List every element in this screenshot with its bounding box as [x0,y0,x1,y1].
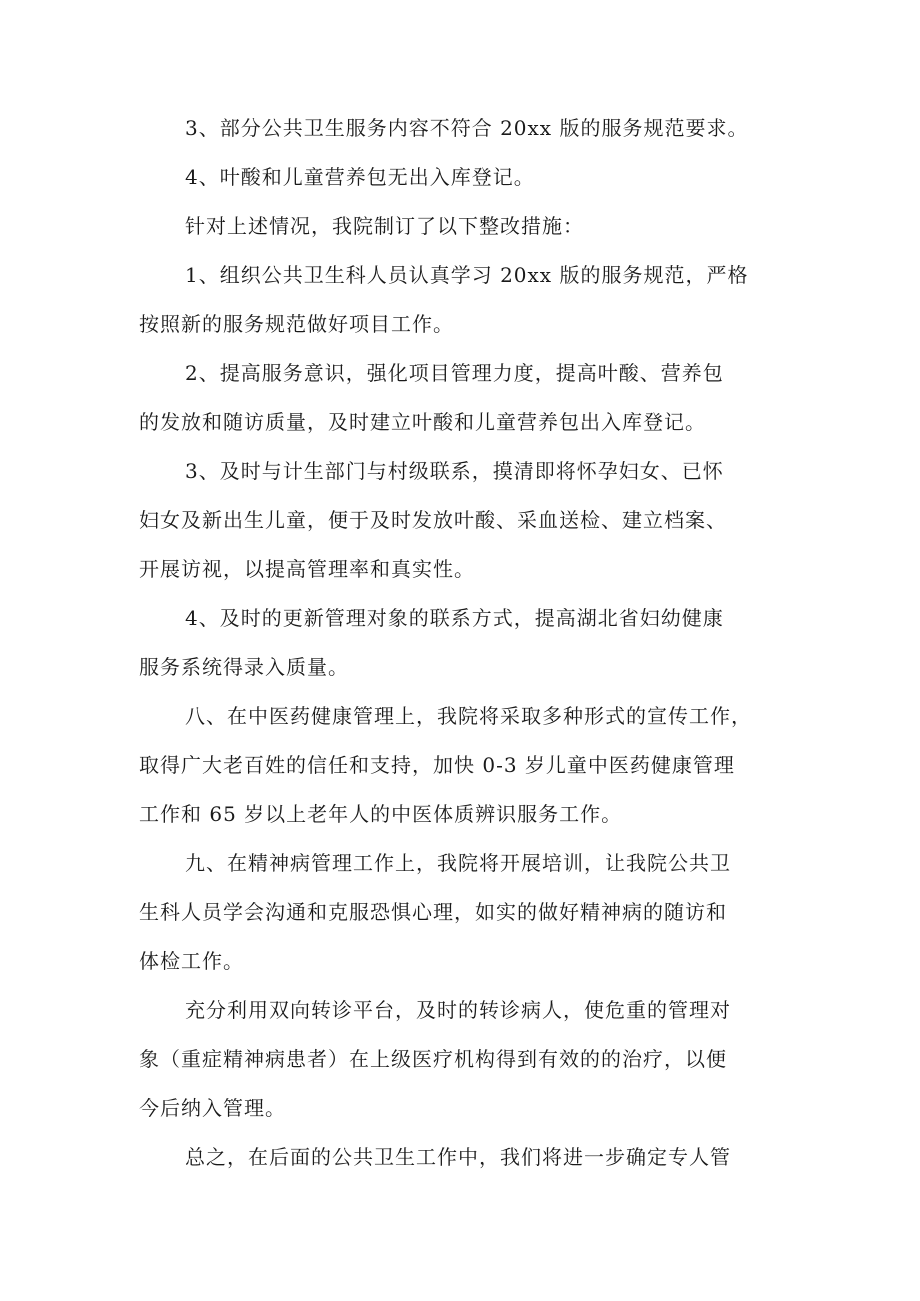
paragraph-line: 的发放和随访质量，及时建立叶酸和儿童营养包出入库登记。 [139,410,706,434]
paragraph-line: 按照新的服务规范做好项目工作。 [139,312,454,336]
paragraph-line: 服务系统得录入质量。 [139,655,349,679]
paragraph-line: 取得广大老百姓的信任和支持，加快 0-3 岁儿童中医药健康管理 [139,753,735,777]
paragraph-line: 4、及时的更新管理对象的联系方式，提高湖北省妇幼健康 [185,606,724,630]
paragraph-line: 针对上述情况，我院制订了以下整改措施： [185,214,584,238]
paragraph-line: 体检工作。 [139,949,244,973]
paragraph-line: 总之，在后面的公共卫生工作中，我们将进一步确定专人管 [185,1145,731,1169]
paragraph-line: 3、部分公共卫生服务内容不符合 20xx 版的服务规范要求。 [185,116,749,140]
paragraph-line: 象（重症精神病患者）在上级医疗机构得到有效的的治疗，以便 [139,1047,727,1071]
paragraph-line: 工作和 65 岁以上老年人的中医体质辨识服务工作。 [139,802,623,826]
document-body [139,104,799,1182]
paragraph-line: 2、提高服务意识，强化项目管理力度，提高叶酸、营养包 [185,361,724,385]
paragraph-line: 开展访视，以提高管理率和真实性。 [139,557,475,581]
paragraph-line: 八、在中医药健康管理上，我院将采取多种形式的宣传工作， [185,704,752,728]
paragraph-line: 九、在精神病管理工作上，我院将开展培训，让我院公共卫 [185,851,731,875]
paragraph-line: 生科人员学会沟通和克服恐惧心理，如实的做好精神病的随访和 [139,900,727,924]
paragraph-line: 今后纳入管理。 [139,1096,286,1120]
paragraph-line: 4、叶酸和儿童营养包无出入库登记。 [185,165,535,189]
paragraph-line: 3、及时与计生部门与村级联系，摸清即将怀孕妇女、已怀 [185,459,724,483]
paragraph-line: 妇女及新出生儿童，便于及时发放叶酸、采血送检、建立档案、 [139,508,727,532]
paragraph-line: 1、组织公共卫生科人员认真学习 20xx 版的服务规范，严格 [185,263,749,287]
paragraph-line: 充分利用双向转诊平台，及时的转诊病人，使危重的管理对 [185,998,731,1022]
